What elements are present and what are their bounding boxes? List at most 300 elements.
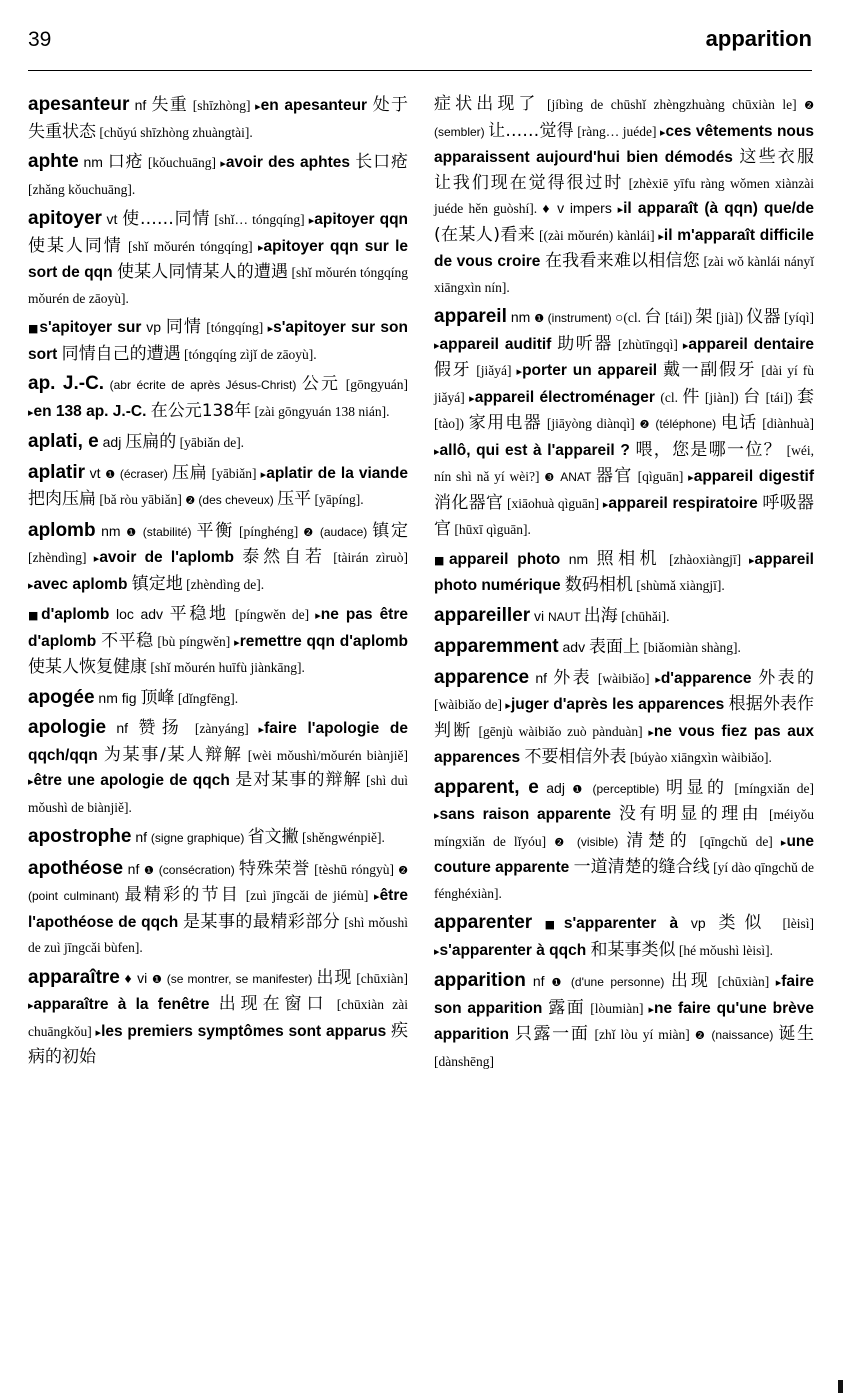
marker: ▸	[434, 944, 440, 958]
example: sans raison apparente	[439, 806, 619, 823]
marker: ❶	[534, 312, 545, 325]
marker: ❷	[185, 494, 196, 507]
pinyin: [lèisì]	[770, 916, 814, 931]
marker: ▸	[434, 444, 440, 458]
part-of-speech: nm fig	[94, 689, 141, 706]
subentry: appareil photo	[448, 550, 561, 568]
pinyin: [wàibiǎo]	[592, 670, 656, 686]
dictionary-entry	[28, 371, 408, 425]
headword: apparaître	[28, 966, 120, 988]
dictionary-entry	[434, 603, 814, 631]
part-of-speech: nf	[123, 860, 145, 877]
headword: aplati, e	[28, 431, 99, 452]
pinyin: [hūxī qìguān].	[451, 522, 531, 537]
part-of-speech: adv	[558, 639, 589, 655]
marker: ■	[532, 918, 564, 931]
marker: ▸	[434, 809, 440, 822]
pinyin: [chǔyú shīzhòng zhuàngtài].	[96, 124, 253, 140]
subentry: s'apitoyer sur	[39, 319, 142, 336]
marker: ❶	[126, 525, 138, 539]
chinese-text: 台	[644, 307, 662, 327]
pinyin: [zhǎng kǒuchuāng].	[28, 181, 136, 197]
dictionary-entry	[28, 602, 408, 681]
chinese-text: 使某人同情某人的遭遇	[117, 262, 289, 282]
pinyin: [shǐ… tóngqíng]	[210, 212, 309, 227]
pinyin: [jiàn])	[700, 389, 744, 405]
pinyin: [zhèndìng de].	[182, 576, 265, 592]
marker: ▸	[28, 775, 34, 788]
part-of-speech: nm	[506, 309, 535, 325]
marker: ▸	[648, 725, 654, 739]
example: appareil digestif	[693, 468, 814, 485]
example: apitoyer qqn	[314, 211, 409, 228]
marker: ❶	[105, 467, 116, 481]
pinyin: [qìguān]	[632, 469, 689, 484]
example: il apparaît (à qqn) que/de	[623, 200, 814, 217]
marker: ▸	[28, 999, 34, 1012]
marker: ▸	[682, 338, 689, 352]
chinese-text: 类似	[718, 913, 771, 933]
chinese-text: 公元	[301, 374, 341, 394]
pinyin: [xiāohuà qìguān]	[503, 495, 603, 511]
pinyin: [tái])	[761, 389, 798, 405]
chinese-text: 套	[797, 386, 815, 407]
marker: ❷	[554, 835, 569, 849]
pinyin: [míngxiǎn de]	[727, 780, 814, 796]
chinese-text: 器官	[595, 466, 633, 486]
marker: ▸	[617, 203, 624, 216]
marker: ❶	[572, 782, 586, 796]
chinese-text: 明显的	[666, 777, 728, 798]
pinyin: [zài wǒ kànlái nányǐ xiāngxìn nín].	[434, 254, 815, 295]
example: appareil électroménager	[474, 388, 661, 406]
marker: ▸	[434, 338, 440, 352]
dictionary-entry	[28, 460, 408, 514]
pinyin: [pínghéng]	[233, 523, 304, 539]
example: appareil photo numérique	[434, 550, 814, 594]
headword: apogée	[28, 686, 95, 708]
marker: ❶	[151, 972, 163, 986]
marker: ▸	[505, 699, 511, 712]
example: être une apologie de qqch	[33, 772, 236, 789]
part-of-speech: adj	[538, 779, 573, 796]
headword: apothéose	[28, 857, 124, 879]
pinyin: [chūxiàn zài chuāngkǒu]	[28, 997, 408, 1039]
marker: ▸	[28, 405, 34, 419]
marker: ❶	[551, 976, 565, 989]
chinese-text: 特殊荣誉	[238, 858, 310, 879]
pinyin: [lòumiàn]	[585, 1000, 649, 1016]
chinese-text: 清楚的	[626, 830, 692, 851]
example: avec aplomb	[33, 575, 132, 593]
chinese-text: 省文撇	[247, 827, 299, 847]
chinese-text: 让……觉得	[488, 120, 574, 141]
column-right	[434, 92, 814, 1078]
example: avoir des aphtes	[225, 154, 356, 171]
chinese-text: 外表	[553, 667, 593, 688]
chinese-text: 同情	[165, 317, 202, 337]
example: d'apparence	[660, 669, 759, 687]
example: avoir de l'aplomb	[99, 549, 243, 566]
example: appareil respiratoire	[608, 494, 763, 512]
part-of-speech: vp	[678, 915, 719, 931]
marker: ▸	[780, 835, 787, 849]
marker: ▸	[315, 609, 321, 622]
pinyin: [jiǎyá]	[471, 363, 517, 378]
chinese-text: 平衡	[196, 520, 234, 541]
headword: apitoyer	[28, 208, 102, 229]
example: être l'apothéose de qqch	[28, 887, 408, 931]
chinese-text: 假牙	[434, 360, 472, 380]
marker: ❷	[303, 525, 315, 539]
marker: ▸	[95, 1025, 102, 1039]
headword: apparence	[434, 666, 530, 688]
pinyin: [zài gōngyuán 138 nián].	[251, 403, 390, 419]
marker: ▸	[220, 157, 226, 170]
chinese-text: 喂，您是哪一位？	[635, 439, 782, 460]
pinyin: [zhèndìng]	[28, 550, 94, 565]
example: ne pas être d'aplomb	[28, 606, 408, 650]
pinyin: [dǐngfēng].	[174, 690, 239, 706]
pinyin: [zhèxiē yīfu ràng wǒmen xiànzài juéde hěn guòshí].	[434, 175, 814, 216]
example: ces vêtements nous apparaissent aujourd'hui bien démodés	[434, 122, 814, 166]
chinese-text: 是某事的最精彩部分	[182, 911, 341, 932]
marker: ▸	[749, 553, 755, 567]
grammar-note: ANAT	[555, 470, 596, 484]
chinese-text: 照相机	[596, 548, 662, 569]
chinese-text: 压扁的	[125, 432, 177, 452]
marker: ▸	[602, 497, 609, 511]
headword: apparent, e	[434, 776, 539, 798]
dictionary-entry	[434, 92, 814, 300]
dictionary-entry	[434, 665, 814, 771]
pinyin: [yābiǎn]	[207, 465, 261, 481]
pinyin: [tèshū róngyù]	[309, 861, 399, 877]
part-of-speech: nm	[95, 522, 127, 539]
chinese-text: 电话	[720, 413, 758, 433]
part-of-speech: vt	[101, 211, 123, 227]
pinyin: [dànshēng]	[434, 1053, 494, 1069]
chinese-text: 呼吸器官	[434, 492, 815, 539]
marker: ■	[434, 553, 449, 567]
pinyin: [shǐ mǒurén tóngqíng]	[122, 238, 258, 254]
example: s'apitoyer sur son sort	[28, 319, 408, 363]
pinyin: [bǎ ròu yābiǎn]	[96, 492, 186, 507]
marker: ▸	[257, 240, 264, 254]
dictionary-entry	[28, 518, 408, 599]
marker: ▸	[308, 214, 315, 227]
dictionary-entry	[28, 685, 408, 712]
marker: ▸	[267, 322, 274, 335]
grammar-note: (point culminant)	[28, 889, 125, 903]
dictionary-entry	[434, 775, 814, 907]
dictionary-entry	[28, 715, 408, 820]
chinese-text: 数码相机	[564, 575, 633, 595]
marker: ▸	[688, 471, 694, 484]
pinyin: [(zài mǒurén) kànlái]	[535, 227, 659, 243]
chinese-text: 赞扬	[138, 718, 186, 738]
dictionary-entry	[434, 968, 814, 1074]
chinese-text: 只露一面	[514, 1024, 590, 1044]
chinese-text: 口疮	[107, 152, 144, 172]
example: faire l'apologie de qqch/qqn	[28, 720, 408, 764]
pinyin: [yíqì]	[780, 310, 815, 325]
grammar-note: NAUT	[548, 609, 584, 624]
chinese-text: 根据外表作判断	[434, 694, 815, 741]
pinyin: [shì mǒushì de zuì jīngcǎi bùfen].	[28, 914, 409, 955]
part-of-speech: adj	[98, 434, 126, 450]
headword: ap. J.-C.	[28, 373, 105, 394]
chinese-text: 没有明显的理由	[618, 804, 763, 824]
part-of-speech: vt	[85, 464, 106, 481]
grammar-note: (téléphone)	[650, 417, 721, 431]
chinese-text: 露面	[548, 997, 586, 1018]
dictionary-entry	[28, 965, 408, 1071]
dictionary-entry	[28, 856, 408, 961]
headword: appareiller	[434, 604, 531, 626]
headword: aplatir	[28, 461, 86, 483]
column-left	[28, 92, 408, 1075]
grammar-note: (instrument)	[544, 311, 616, 325]
chinese-text: 出海	[583, 605, 618, 626]
grammar-note: (des cheveux)	[195, 493, 278, 507]
pinyin: [biǎomiàn shàng].	[639, 640, 741, 655]
chinese-text: 不平稳	[101, 630, 154, 651]
marker: ▸	[374, 890, 380, 903]
dictionary-entry	[28, 429, 408, 456]
pinyin: [tóngqíng]	[201, 320, 268, 335]
pinyin: [qīngchǔ de]	[691, 833, 781, 849]
pinyin: [jiāyòng diànqì]	[542, 416, 640, 431]
chinese-text: 架	[695, 307, 713, 327]
part-of-speech: vi	[530, 607, 548, 624]
headword: apologie	[28, 717, 107, 738]
chinese-text: 是对某事的辩解	[235, 770, 362, 790]
pinyin: [gōngyuán]	[340, 377, 409, 392]
chinese-text: 使某人恢复健康	[28, 657, 147, 677]
chinese-text: 诞生	[778, 1024, 814, 1044]
part-of-speech: nf	[525, 973, 552, 989]
example: porter un appareil	[522, 362, 664, 379]
chinese-text: 出现在窗口	[218, 994, 329, 1014]
example: faire son apparition	[434, 973, 814, 1017]
pinyin: [chūhǎi].	[617, 608, 670, 624]
pinyin: [zhǐ lòu yí miàn]	[589, 1027, 695, 1042]
running-head: apparition	[705, 26, 812, 51]
chinese-text: 压平	[277, 489, 312, 509]
chinese-text: 这些衣服让我们现在觉得很过时	[434, 147, 815, 193]
marker: ❷	[398, 863, 408, 877]
pinyin: [yābiǎn de].	[176, 435, 245, 450]
part-of-speech: nf	[129, 97, 152, 113]
pinyin: [hé mǒushì lèisì].	[675, 942, 774, 958]
pinyin: [ràng… juéde]	[573, 123, 660, 139]
headword: aplomb	[28, 519, 96, 541]
headword: aphte	[28, 151, 79, 172]
pinyin: [jíbìng de chūshǐ zhèngzhuàng chūxiàn le]	[539, 97, 805, 112]
example: en apesanteur	[260, 97, 373, 114]
subentry: s'apparenter à	[563, 915, 679, 932]
marker: ■	[28, 322, 40, 335]
chinese-text: 疾病的初始	[28, 1020, 408, 1067]
marker: ❷	[694, 1029, 707, 1042]
marker: ▸	[469, 391, 475, 405]
headword: apparition	[434, 970, 526, 991]
chinese-text: 同情自己的遭遇	[61, 343, 181, 364]
marker: ▸	[28, 578, 34, 592]
marker: ❷	[639, 418, 651, 431]
pinyin: [yí dào qīngchǔ de fénghéxiàn].	[434, 860, 815, 901]
chinese-text: 表面上	[588, 637, 640, 657]
pinyin: [búyào xiāngxìn wàibiǎo].	[626, 750, 772, 765]
pinyin: [shīzhòng]	[188, 98, 256, 113]
chinese-text: 仪器	[746, 307, 781, 327]
grammar-note: (signe graphique)	[150, 831, 248, 845]
pinyin: [wàibiǎo de]	[434, 697, 506, 712]
example: juger d'après les apparences	[510, 696, 729, 713]
chinese-text: 平稳地	[169, 604, 229, 624]
grammar-note: (audace)	[314, 524, 373, 539]
dictionary-entry	[434, 304, 814, 543]
example: appareil auditif	[439, 335, 558, 353]
pinyin: [tóngqíng zìjǐ de zāoyù].	[180, 346, 317, 362]
chinese-text: 出现	[316, 967, 353, 988]
page-number: 39	[28, 28, 52, 51]
chinese-text: 使某人同情	[28, 235, 123, 256]
pinyin: [tào])	[434, 416, 469, 431]
part-of-speech: nf	[529, 669, 554, 686]
chinese-text: 和某事类似	[590, 939, 676, 960]
example: en 138 ap. J.-C.	[33, 402, 151, 420]
example: il m'apparaît difficile de vous croire	[434, 226, 815, 270]
pinyin: [dài yí fù jiǎyá]	[434, 363, 814, 405]
chinese-text: 把肉压扁	[28, 489, 96, 509]
headword: apparenter	[434, 912, 533, 933]
chinese-text: 长口疮	[355, 152, 409, 172]
pinyin: [wèi mǒushì/mǒurén biànjiě]	[242, 747, 408, 763]
part-of-speech: ♦ v impers	[542, 200, 618, 216]
part-of-speech: nf	[106, 720, 139, 736]
pinyin: [zuì jīngcǎi de jiémù]	[240, 888, 375, 903]
chinese-text: 一道清楚的缝合线	[573, 857, 710, 877]
pinyin: [zhàoxiàngjī]	[661, 551, 749, 567]
pinyin: [méiyǒu míngxiǎn de lǐyóu]	[434, 807, 814, 849]
pinyin: (cl.	[660, 389, 683, 405]
pinyin: [shǐ mǒurén tóngqíng mǒurén de zāoyù].	[28, 265, 408, 306]
marker: ❶	[144, 863, 155, 877]
grammar-note: (écraser)	[115, 466, 172, 481]
dictionary-entry	[28, 149, 408, 202]
pinyin: [píngwěn de]	[228, 607, 316, 622]
grammar-note: (se montrer, se manifester)	[162, 971, 317, 986]
chinese-text: 消化器官	[434, 492, 504, 513]
marker: ■	[28, 609, 42, 622]
chinese-text: 不要相信外表	[524, 747, 627, 767]
pinyin: [kǒuchuāng]	[143, 155, 221, 170]
grammar-note: (consécration)	[154, 862, 239, 877]
pinyin: [chūxiàn]	[352, 970, 408, 986]
chinese-text: (在某人)看来	[434, 224, 536, 245]
part-of-speech: loc adv	[109, 606, 170, 622]
chinese-text: 泰然自若	[242, 547, 326, 567]
marker: ❷	[804, 99, 814, 112]
example: appareil dentaire	[688, 335, 814, 353]
marker: ▸	[648, 1002, 655, 1016]
example: remettre qqn d'aplomb	[239, 632, 408, 650]
part-of-speech: nm	[78, 154, 108, 170]
chinese-text: 家用电器	[468, 413, 543, 433]
example: allô, qui est à l'appareil ?	[439, 441, 636, 459]
grammar-note: (abr écrite de après Jésus-Christ)	[104, 378, 302, 392]
chinese-text: 镇定	[372, 520, 408, 541]
dictionary-entry	[434, 634, 814, 661]
grammar-note: (stabilité)	[137, 524, 197, 539]
example: ne faire qu'une brève apparition	[434, 999, 814, 1043]
headword: apostrophe	[28, 826, 132, 847]
pinyin: [wéi, nín shì nǎ yí wèi?]	[434, 442, 815, 484]
pinyin: [bù píngwěn]	[153, 633, 235, 649]
chinese-text: 使……同情	[122, 209, 211, 229]
pinyin: [zhùtīngqì]	[612, 336, 683, 352]
headword: appareil	[434, 306, 507, 327]
dictionary-entry	[28, 92, 408, 145]
example: une couture apparente	[434, 832, 814, 876]
chinese-text: 外表的	[758, 667, 815, 688]
grammar-note: (sembler)	[434, 124, 489, 139]
marker: ▸	[234, 635, 240, 649]
example: s'apparenter à qqch	[439, 941, 591, 959]
marker: ▸	[655, 672, 661, 686]
pinyin: [shǐ mǒurén huīfù jiànkāng].	[147, 660, 305, 675]
marker: ▸	[93, 552, 100, 565]
example: apparaître à la fenêtre	[33, 996, 219, 1013]
pinyin: [shì duì mǒushì de biànjiě].	[28, 773, 408, 815]
chinese-text: 助听器	[557, 333, 613, 354]
chinese-text: 为某事/某人辩解	[103, 744, 243, 765]
pinyin: ○(cl.	[615, 310, 645, 325]
page-header	[28, 22, 812, 71]
pinyin: [shùmǎ xiàngjī].	[632, 578, 725, 593]
headword: apparemment	[434, 636, 559, 657]
chinese-text: 在公元138年	[150, 400, 252, 421]
pinyin: [jià])	[712, 310, 747, 325]
grammar-note: (visible)	[568, 834, 627, 849]
dictionary-entry	[28, 206, 408, 311]
grammar-note: (perceptible)	[585, 781, 667, 796]
pinyin: [shěngwénpiě].	[298, 830, 385, 845]
example: aplatir de la viande	[266, 464, 408, 482]
dictionary-entry	[28, 315, 408, 367]
chinese-text: 处于失重状态	[28, 95, 408, 142]
marker: ▸	[255, 100, 261, 113]
marker: ▸	[516, 365, 523, 378]
pinyin: [yāpíng].	[311, 492, 364, 507]
edge-mark	[838, 1380, 843, 1393]
marker: ▸	[658, 229, 664, 243]
part-of-speech: vp	[141, 319, 166, 335]
pinyin: [zànyáng]	[185, 721, 259, 736]
chinese-text: 顶峰	[140, 687, 175, 708]
marker: ▸	[775, 976, 782, 989]
pinyin: [tái])	[661, 310, 696, 325]
marker: ❸	[544, 471, 556, 484]
grammar-note: (d'une personne)	[564, 975, 671, 989]
pinyin: [chūxiàn]	[711, 974, 776, 989]
grammar-note: (naissance)	[706, 1028, 779, 1042]
chinese-text: 症状出现了	[434, 94, 540, 114]
marker: ▸	[258, 723, 265, 736]
marker: ▸	[660, 125, 666, 139]
